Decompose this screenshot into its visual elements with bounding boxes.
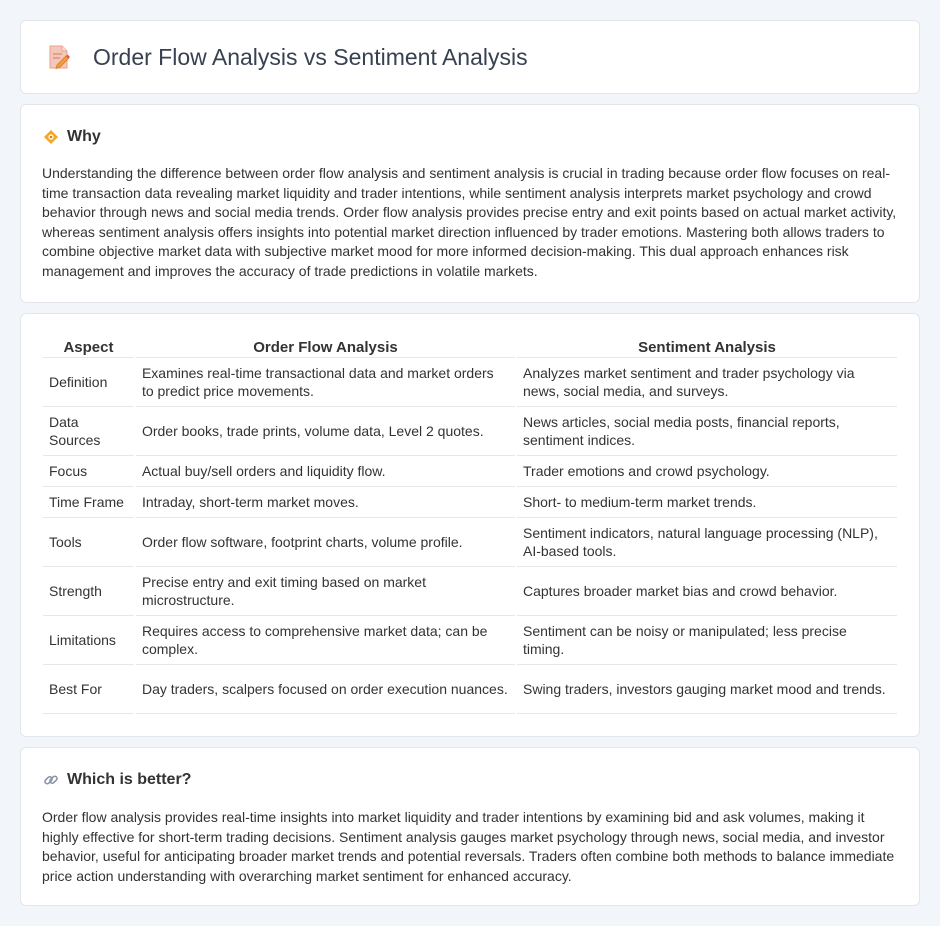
better-title: Which is better? <box>67 771 192 788</box>
header-sentiment: Sentiment Analysis <box>517 335 897 358</box>
row-sentiment: Sentiment indicators, natural language processing (NLP), AI-based tools. <box>517 518 897 567</box>
row-sentiment: News articles, social media posts, financial reports, sentiment indices. <box>517 407 897 456</box>
row-aspect: Data Sources <box>43 407 134 456</box>
header-order-flow: Order Flow Analysis <box>136 335 515 358</box>
row-aspect: Strength <box>43 567 134 616</box>
row-order-flow: Order books, trade prints, volume data, Level 2 quotes. <box>136 407 515 456</box>
row-aspect: Best For <box>43 665 134 714</box>
row-aspect: Time Frame <box>43 487 134 518</box>
comparison-table <box>41 335 899 714</box>
row-order-flow: Day traders, scalpers focused on order execution nuances. <box>136 665 515 714</box>
better-text: Order flow analysis provides real-time insights into market liquidity and trader intentions by examining bid and ask volumes, making it highly effective for short-term trading decisions. Sentiment analysis gauges market psychology through news, social media, and investor behavior, useful for anticipating broader market trends and potential reversals. Traders often combine both methods to balance immediate price action understanding with overarching market sentiment for enhanced accuracy. <box>42 809 895 884</box>
row-sentiment: Analyzes market sentiment and trader psychology via news, social media, and surveys. <box>517 358 897 407</box>
row-aspect: Definition <box>43 358 134 407</box>
better-heading <box>43 771 191 789</box>
table-row <box>43 358 897 407</box>
table-row <box>43 567 897 616</box>
table-row <box>43 665 897 714</box>
row-sentiment: Trader emotions and crowd psychology. <box>517 456 897 487</box>
table-row <box>43 487 897 518</box>
row-aspect: Focus <box>43 456 134 487</box>
which-better-section <box>20 747 920 906</box>
row-sentiment: Sentiment can be noisy or manipulated; less precise timing. <box>517 616 897 665</box>
link-icon <box>43 772 59 788</box>
row-order-flow: Examines real-time transactional data and market orders to predict price movements. <box>136 358 515 407</box>
why-text: Understanding the difference between order flow analysis and sentiment analysis is crucial in trading because order flow focuses on real-time transaction data revealing market liquidity and trader intentions, while sentiment analysis interprets market psychology and crowd behavior through news and social media trends. Order flow analysis provides precise entry and exit points based on actual market activity, whereas sentiment analysis offers insights into potential market direction influenced by trader emotions. Mastering both allows traders to combine objective market data with subjective market mood for more informed decision-making. This dual approach enhances risk management and improves the accuracy of trade predictions in volatile markets. <box>42 165 897 279</box>
table-row <box>43 616 897 665</box>
table-header-row <box>43 335 897 358</box>
row-order-flow: Requires access to comprehensive market data; can be complex. <box>136 616 515 665</box>
header-aspect: Aspect <box>43 335 134 358</box>
page-title: Order Flow Analysis vs Sentiment Analysis <box>93 43 528 70</box>
document-pencil-icon <box>47 43 71 71</box>
title-card <box>20 20 920 94</box>
row-sentiment: Captures broader market bias and crowd behavior. <box>517 567 897 616</box>
row-order-flow: Precise entry and exit timing based on market microstructure. <box>136 567 515 616</box>
title-row <box>47 43 528 71</box>
row-sentiment: Swing traders, investors gauging market mood and trends. <box>517 665 897 714</box>
table-row <box>43 518 897 567</box>
diamond-icon <box>43 129 59 145</box>
why-heading <box>43 128 101 146</box>
row-aspect: Limitations <box>43 616 134 665</box>
row-order-flow: Order flow software, footprint charts, volume profile. <box>136 518 515 567</box>
row-order-flow: Actual buy/sell orders and liquidity flow. <box>136 456 515 487</box>
row-sentiment: Short- to medium-term market trends. <box>517 487 897 518</box>
table-row <box>43 407 897 456</box>
table-row <box>43 456 897 487</box>
why-title: Why <box>67 128 101 145</box>
comparison-section <box>20 313 920 737</box>
row-order-flow: Intraday, short-term market moves. <box>136 487 515 518</box>
row-aspect: Tools <box>43 518 134 567</box>
why-section <box>20 104 920 303</box>
